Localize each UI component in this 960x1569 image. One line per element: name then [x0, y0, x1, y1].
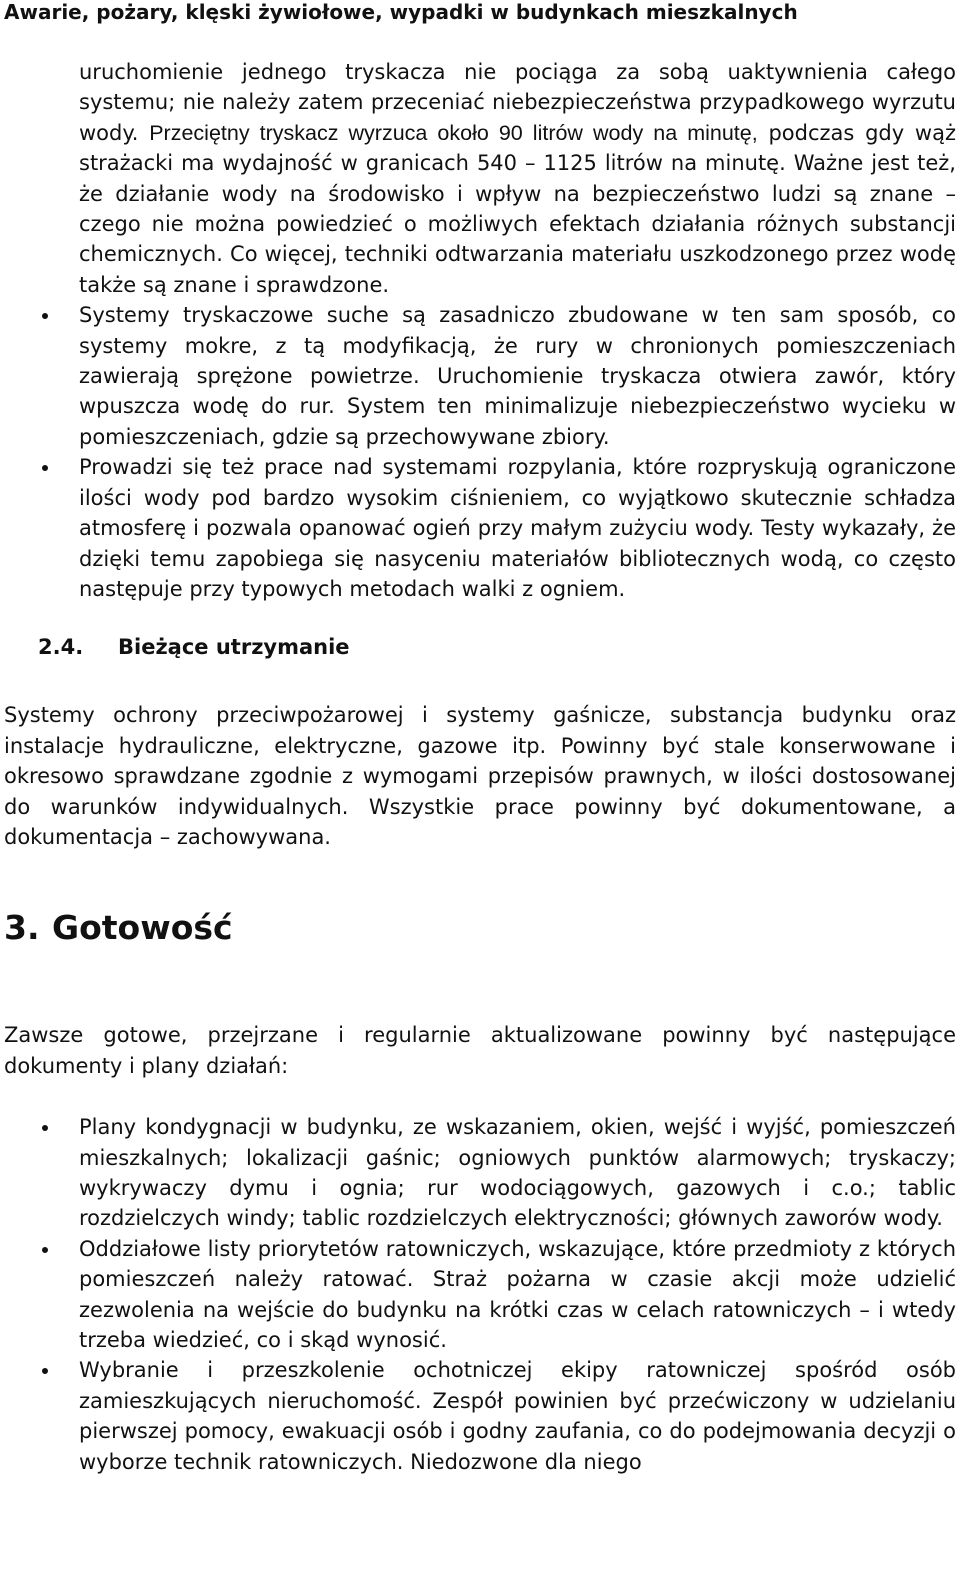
- list-item: [79, 1355, 956, 1477]
- chapter-number: 3.: [4, 908, 40, 948]
- list-item: [79, 452, 956, 604]
- paragraph-text: Zawsze gotowe, przejrzane i regularnie aktualizowane powinny być następujące dokumenty i plany działań:: [4, 1023, 956, 1078]
- running-header: Awarie, pożary, klęski żywiołowe, wypadki w budynkach mieszkalnych: [4, 0, 798, 24]
- section-number: 2.4.: [38, 635, 84, 660]
- text-part: uruchomienie jednego tryskacza nie pociąga za sobą uaktywnienia całego systemu; nie należy zatem przeceniać niebezpieczeństwa przypadkowego wyrzutu wody.: [79, 60, 956, 145]
- bullet-icon: [42, 1125, 48, 1131]
- bullet-icon: [42, 465, 48, 471]
- list-item-text: Systemy tryskaczowe suche są zasadniczo zbudowane w ten sam sposób, co systemy mokre, z tą modyfikacją, że rury w chronionych pomieszczeniach zawierają sprężone powietrze. Uruchomienie tryskacza otwiera zawór, który wpuszcza wodę do rur. System ten minimalizuje niebezpieczeństwo wycieku w pomieszczeniach, gdzie są przechowywane zbiory.: [79, 303, 956, 449]
- section-heading: [38, 632, 956, 662]
- bullet-icon: [42, 1368, 48, 1374]
- chapter-heading: [4, 908, 956, 948]
- list-item-text: Plany kondygnacji w budynku, ze wskazaniem, okien, wejść i wyjść, pomieszczeń mieszkalnych; lokalizacji gaśnic; ogniowych punktów alarmowych; tryskaczy; wykrywaczy dymu i ognia; rur wodociągowych, gazowych i c.o.; tablic rozdzielczych windy; tablic rozdzielczych elektryczności; głównych zaworów wody.: [79, 1115, 956, 1231]
- text-part: Przeciętny tryskacz wyrzuca około 90 litrów wody na minutę,: [149, 120, 758, 145]
- page-body: [4, 57, 956, 1477]
- list-item: [79, 1112, 956, 1234]
- section-title: Bieżące utrzymanie: [118, 635, 350, 660]
- paragraph-text: Systemy ochrony przeciwpożarowej i systemy gaśnicze, substancja budynku oraz instalacje hydrauliczne, elektryczne, gazowe itp. Powinny być stale konserwowane i okresowo sprawdzane zgodnie z wymogami przepisów prawnych, w ilości dostosowanej do warunków indywidualnych. Wszystkie prace powinny być dokumentowane, a dokumentacja – zachowywana.: [4, 703, 956, 849]
- chapter-title: Gotowość: [52, 908, 233, 948]
- list-item: [79, 300, 956, 452]
- list-item-text: Oddziałowe listy priorytetów ratowniczych, wskazujące, które przedmioty z których pomieszczeń należy ratować. Straż pożarna w czasie akcji może udzielić zezwolenia na wejście do budynku na krótki czas w celach ratowniczych – i wtedy trzeba wiedzieć, co i skąd wynosić.: [79, 1236, 956, 1352]
- bullet-list: [4, 1112, 956, 1477]
- text-part: podczas gdy wąż strażacki ma wydajność w granicach 540 – 1125 litrów na minutę. Ważne jest też, że działanie wody na środowisko i wpływ na bezpieczeństwo ludzi są znane – czego nie można powiedzieć o możliwych efektach działania różnych substancji chemicznych. Co więcej, techniki odtwarzania materiału uszkodzonego przez wodę także są znane i sprawdzone.: [79, 120, 956, 297]
- list-item-text: Wybranie i przeszkolenie ochotniczej ekipy ratowniczej spośród osób zamieszkujących nieruchomość. Zespół powinien być przećwiczony w udzielaniu pierwszej pomocy, ewakuacji osób i godny zaufania, co do podejmowania decyzji o wyborze technik ratowniczych. Niedozwone dla niego: [79, 1358, 956, 1474]
- continued-paragraph: [4, 57, 956, 300]
- paragraph-text: [79, 57, 956, 300]
- bullet-icon: [42, 313, 48, 319]
- list-item-text: Prowadzi się też prace nad systemami rozpylania, które rozpryskują ograniczone ilości wody pod bardzo wysokim ciśnieniem, co wyjątkowo skutecznie schładza atmosferę i pozwala opanować ogień przy małym zużyciu wody. Testy wykazały, że dzięki temu zapobiega się nasyceniu materiałów bibliotecznych wodą, co często następuje przy typowych metodach walki z ogniem.: [79, 455, 956, 601]
- list-item: [79, 1234, 956, 1356]
- bullet-list: [4, 300, 956, 604]
- bullet-icon: [42, 1247, 48, 1253]
